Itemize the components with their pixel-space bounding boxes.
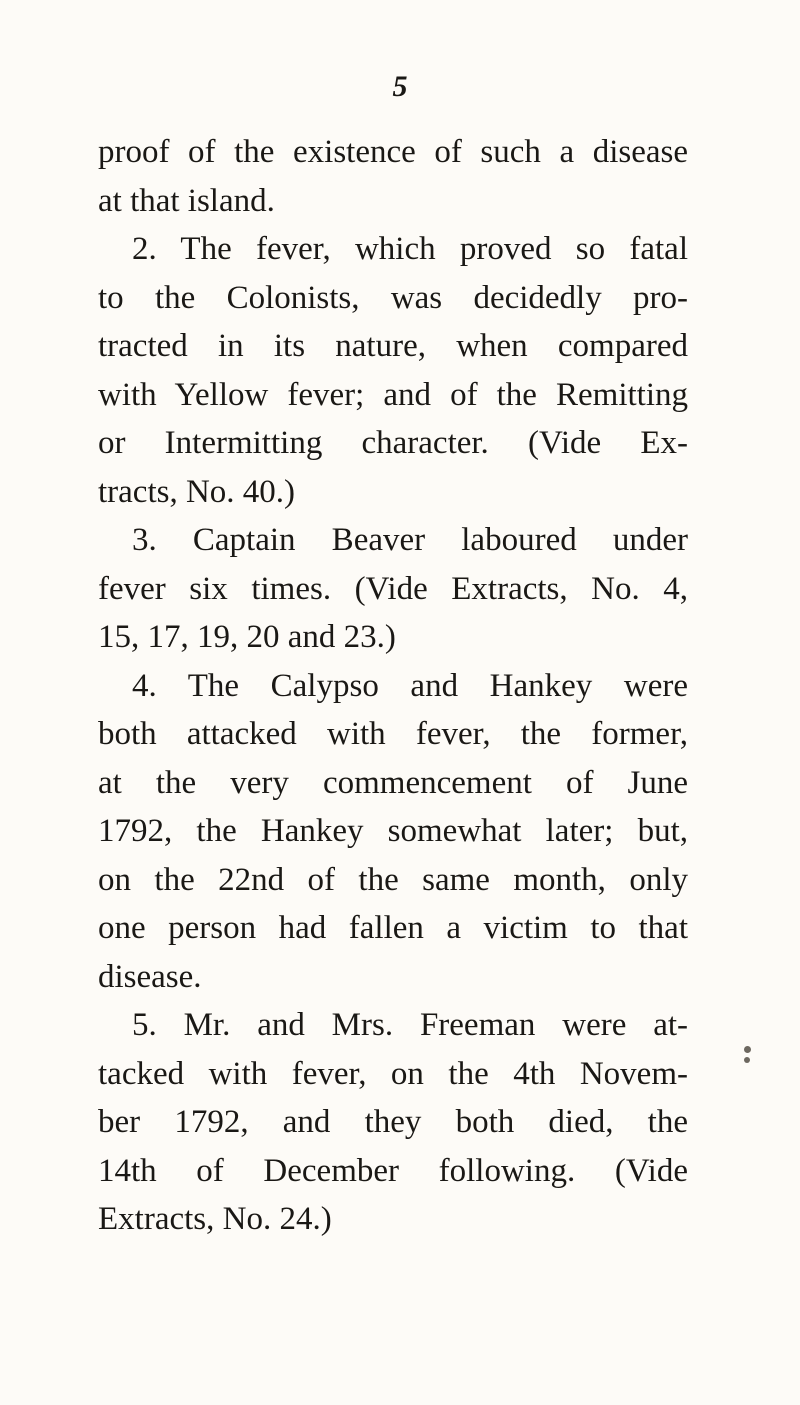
text-line: 4. The Calypso and Hankey were — [132, 667, 688, 704]
text-line: with Yellow fever; and of the Remitting — [98, 376, 688, 413]
text-line: 1792, the Hankey somewhat later; but, — [98, 813, 688, 849]
text-line: ber 1792, and they both died, the — [98, 1104, 688, 1140]
text-line: tracts, No. 40.) — [98, 473, 296, 510]
text-line: on the 22nd of the same month, only — [98, 861, 688, 898]
text-line: both attacked with fever, the former, — [98, 716, 688, 752]
paper-speck — [744, 1046, 751, 1053]
text-line: 14th of December following. (Vide — [98, 1152, 688, 1189]
text-line: at that island. — [98, 182, 275, 219]
text-line: tacked with fever, on the 4th Novem- — [98, 1055, 688, 1092]
text-line: tracted in its nature, when compared — [98, 328, 688, 364]
text-line: fever six times. (Vide Extracts, No. 4, — [98, 570, 688, 607]
text-line: Extracts, No. 24.) — [98, 1201, 332, 1237]
paper-speck — [744, 1057, 750, 1063]
body-text — [98, 128, 688, 1244]
text-line: 15, 17, 19, 20 and 23.) — [98, 619, 396, 655]
text-line: one person had fallen a victim to that — [98, 910, 688, 946]
text-line: at the very commencement of June — [98, 764, 688, 801]
text-line: 5. Mr. and Mrs. Freeman were at- — [132, 1007, 688, 1043]
text-line: 3. Captain Beaver laboured under — [132, 522, 688, 558]
text-line: proof of the existence of such a disease — [98, 134, 688, 170]
text-line: 2. The fever, which proved so fatal — [132, 231, 688, 267]
text-line: disease. — [98, 958, 202, 995]
text-line: or Intermitting character. (Vide Ex- — [98, 425, 688, 461]
text-line: to the Colonists, was decidedly pro- — [98, 279, 688, 316]
page-number: 5 — [392, 70, 408, 103]
